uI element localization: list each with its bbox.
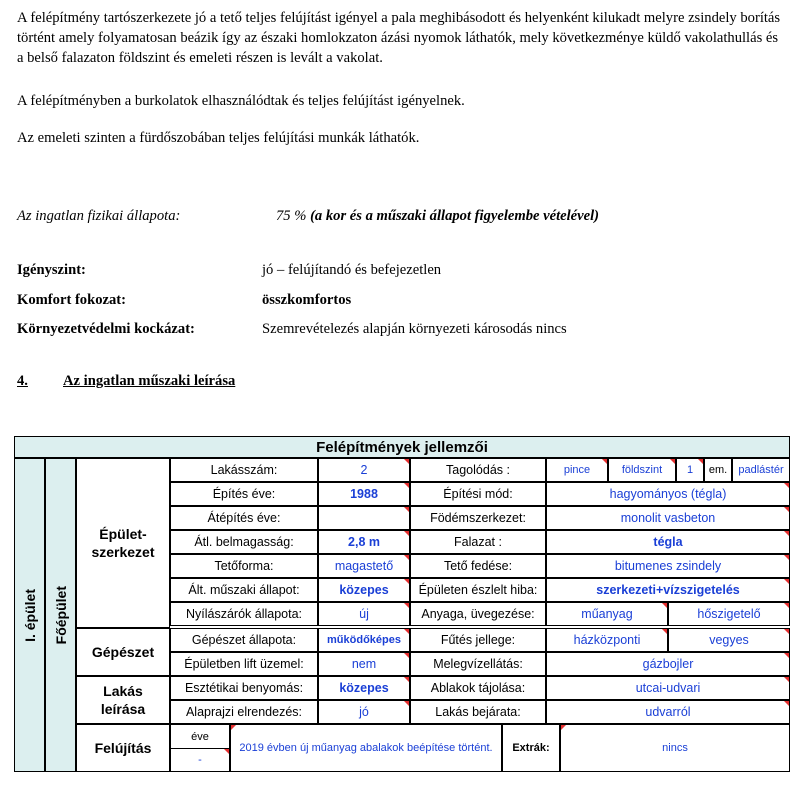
group-epulet-szerkezet: Épület- szerkezet — [76, 458, 170, 628]
value-felujitas-eve: - — [170, 748, 230, 772]
paragraph-roof: A felépítmény tartószerkezete jó a tető teljes felújítást igényel a pala meghibásodott és helyenként kilukadt melyre zsindely borítás történt amely folyamatosan beázik így az északi homlokzaton ázási nyomok láthatók, mely következménye küldő vakolathullás és a belső falazaton földszint és emeleti részen is levált a vakolat. — [17, 10, 781, 66]
label-tagolodas-em: em. — [704, 458, 732, 482]
attr-label-kornyezet: Környezetvédelmi kockázat: — [17, 321, 195, 337]
paragraph-bathroom: Az emeleti szinten a fürdőszobában teljes felújítási munkák láthatók. — [17, 130, 420, 146]
value-anyaga-hoszigetelo: hőszigetelő — [668, 602, 790, 626]
label-tetoforma: Tetőforma: — [170, 554, 318, 578]
value-eszlelt-hiba: szerkezeti+vízszigetelés — [546, 578, 790, 602]
group-gepeszet: Gépészet — [76, 628, 170, 676]
label-belmagassag: Átl. belmagasság: — [170, 530, 318, 554]
main-building-label: Főépület — [52, 585, 69, 645]
table-header: Felépítmények jellemzői — [14, 436, 790, 458]
value-falazat: tégla — [546, 530, 790, 554]
label-alaprajzi: Alaprajzi elrendezés: — [170, 700, 318, 724]
value-tagolodas-pince: pince — [546, 458, 608, 482]
attr-value-igenyszint: jó – felújítandó és befejezetlen — [262, 262, 442, 278]
label-bejarat: Lakás bejárata: — [410, 700, 546, 724]
label-lift: Épületben lift üzemel: — [170, 652, 318, 676]
value-tagolodas-padlaster: padlástér — [732, 458, 790, 482]
attr-value-komfort: összkomfortos — [262, 292, 352, 308]
value-alaprajzi: jó — [318, 700, 410, 724]
value-tagolodas-szint: 1 — [676, 458, 704, 482]
attr-label-igenyszint: Igényszint: — [17, 262, 86, 278]
label-tagolodas: Tagolódás : — [410, 458, 546, 482]
condition-note: (a kor és a műszaki állapot figyelembe vételével) — [310, 208, 600, 224]
group-lakas-leirasa: Lakás leírása — [76, 676, 170, 724]
value-anyaga-muanyag: műanyag — [546, 602, 668, 626]
value-melegviz: gázbojler — [546, 652, 790, 676]
value-futes-hazkozponti: házközponti — [546, 628, 668, 652]
value-epites-eve: 1988 — [318, 482, 410, 506]
main-building-column — [45, 458, 76, 772]
value-nyilaszarok: új — [318, 602, 410, 626]
label-gepeszet-allapota: Gépészet állapota: — [170, 628, 318, 652]
label-nyilaszarok: Nyílászárók állapota: — [170, 602, 318, 626]
value-extrak: nincs — [560, 724, 790, 772]
condition-percent: 75 % — [276, 208, 307, 224]
value-fodemszerkezet: monolit vasbeton — [546, 506, 790, 530]
building-column — [14, 458, 45, 772]
label-epites-eve: Építés éve: — [170, 482, 318, 506]
value-muszaki-allapot: közepes — [318, 578, 410, 602]
label-futes: Fűtés jellege: — [410, 628, 546, 652]
value-ablakok: utcai-udvari — [546, 676, 790, 700]
value-tetoforma: magastető — [318, 554, 410, 578]
value-futes-vegyes: vegyes — [668, 628, 790, 652]
label-teto-fedese: Tető fedése: — [410, 554, 546, 578]
label-ablakok: Ablakok tájolása: — [410, 676, 546, 700]
value-gepeszet-allapota: működőképes — [318, 628, 410, 652]
section-number: 4. — [17, 373, 28, 389]
value-esztetikai: közepes — [318, 676, 410, 700]
condition-value — [276, 207, 599, 225]
label-lakasszam: Lakásszám: — [170, 458, 318, 482]
value-belmagassag: 2,8 m — [318, 530, 410, 554]
label-muszaki-allapot: Ált. műszaki állapot: — [170, 578, 318, 602]
building-label: I. épület — [21, 588, 38, 642]
attr-value-kornyezet: Szemrevételezés alapján környezeti károsodás nincs — [262, 321, 567, 337]
label-atepites-eve: Átépítés éve: — [170, 506, 318, 530]
label-extrak: Extrák: — [502, 724, 560, 772]
value-lift: nem — [318, 652, 410, 676]
label-fodemszerkezet: Födémszerkezet: — [410, 506, 546, 530]
condition-label: Az ingatlan fizikai állapota: — [17, 208, 181, 224]
value-atepites-eve — [318, 506, 410, 530]
attr-label-komfort: Komfort fokozat: — [17, 292, 127, 308]
value-epitesi-mod: hagyományos (tégla) — [546, 482, 790, 506]
label-falazat: Falazat : — [410, 530, 546, 554]
buildings-table — [14, 436, 790, 772]
section-title: Az ingatlan műszaki leírása — [63, 373, 236, 389]
paragraph-finishes: A felépítményben a burkolatok elhasználódtak és teljes felújítást igényelnek. — [17, 93, 465, 109]
value-lakasszam: 2 — [318, 458, 410, 482]
value-felujitas-text: 2019 évben új műanyag abalakok beépítése történt. — [230, 724, 502, 772]
value-teto-fedese: bitumenes zsindely — [546, 554, 790, 578]
group-felujitas: Felújítás — [76, 724, 170, 772]
label-eszlelt-hiba: Épületen észlelt hiba: — [410, 578, 546, 602]
label-felujitas-eve: éve — [170, 724, 230, 748]
label-anyaga: Anyaga, üvegezése: — [410, 602, 546, 626]
label-melegviz: Melegvízellátás: — [410, 652, 546, 676]
value-tagolodas-foldszint: földszint — [608, 458, 676, 482]
label-esztetikai: Esztétikai benyomás: — [170, 676, 318, 700]
label-epitesi-mod: Építési mód: — [410, 482, 546, 506]
value-bejarat: udvarról — [546, 700, 790, 724]
